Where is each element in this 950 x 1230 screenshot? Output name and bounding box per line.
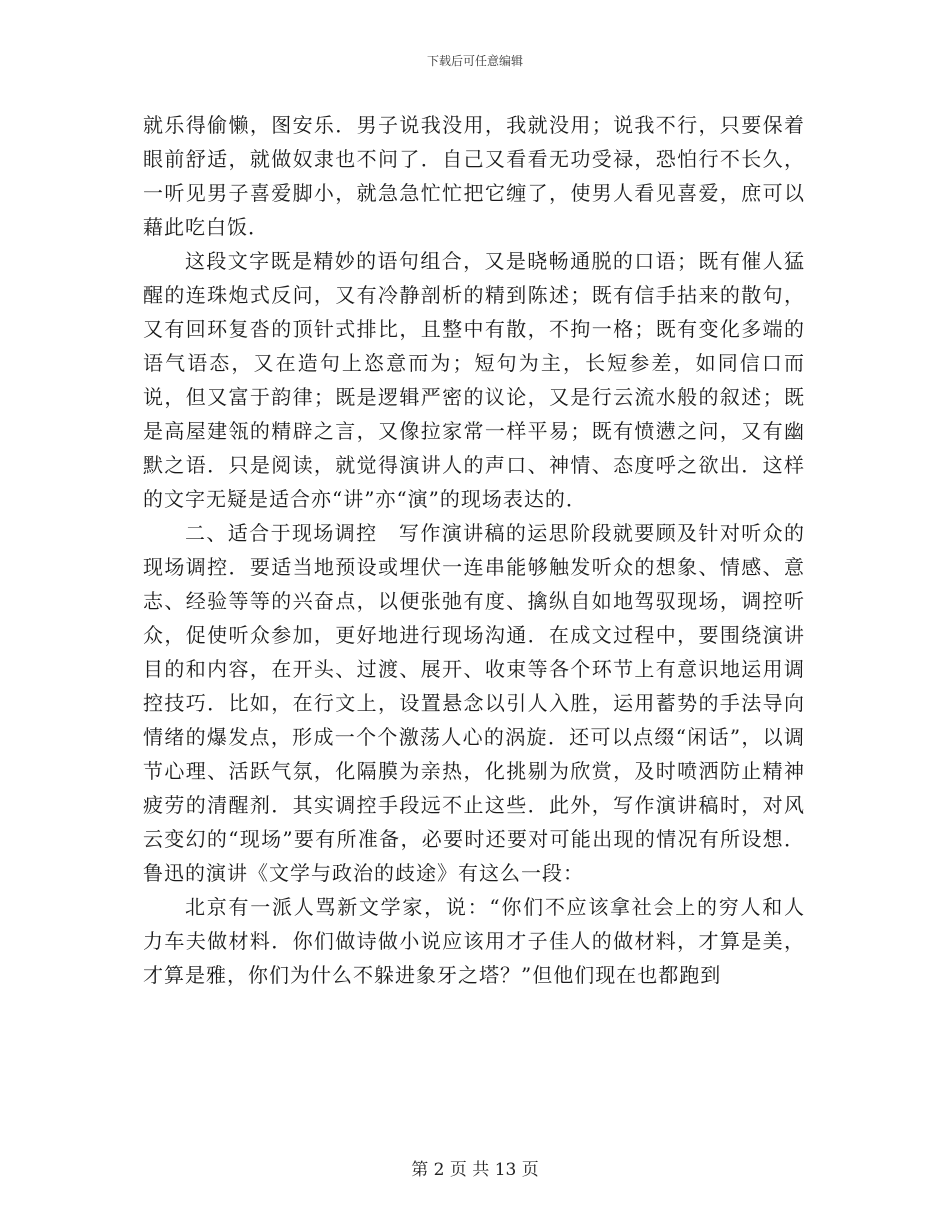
paragraph-analysis: 这段文字既是精妙的语句组合，又是晓畅通脱的口语；既有催人猛醒的连珠炮式反问，又有冷静剖析的精到陈述；既有信手拈来的散句，又有回环复沓的顶针式排比，且整中有散，不拘一格；既有变化多端的语气语态，又在造句上恣意而为；短句为主，长短参差，如同信口而说，但又富于韵律；既是逻辑严密的议论，又是行云流水般的叙述；既是高屋建瓴的精辟之言，又像拉家常一样平易；既有愤懑之问，又有幽默之语．只是阅读，就觉得演讲人的声口、神情、态度呼之欲出．这样的文字无疑是适合亦“讲”亦“演”的现场表达的． [143,249,805,511]
page-header: 下载后可任意编辑 [426,54,523,68]
paragraph-continuation: 就乐得偷懒，图安乐．男子说我没用，我就没用；说我不行，只要保着眼前舒适，就做奴隶也不问了．自己又看看无功受禄，恐怕行不长久，一听见男子喜爱脚小，就急急忙忙把它缠了，使男人看见喜爱，庶可以藉此吃白饭． [143,113,805,239]
paragraph-quote: 北京有一派人骂新文学家，说：“你们不应该拿社会上的穷人和人力车夫做材料．你们做诗做小说应该用才子佳人的做材料，才算是美，才算是雅，你们为什么不躲进象牙之塔？”但他们现在也都跑到 [143,895,805,987]
page-footer: 第 2 页 共 13 页 [411,1160,539,1180]
paragraph-section-two: 二、适合于现场调控 写作演讲稿的运思阶段就要顾及针对听众的现场调控．要适当地预设或埋伏一连串能够触发听众的想象、情感、意志、经验等等的兴奋点，以便张弛有度、擒纵自如地驾驭现场，调控听众，促使听众参加，更好地进行现场沟通．在成文过程中，要围绕演讲目的和内容，在开头、过渡、展开、收束等各个环节上有意识地运用调控技巧．比如，在行文上，设置悬念以引人入胜，运用蓄势的手法导向情绪的爆发点，形成一个个激荡人心的涡旋．还可以点缀“闲话”，以调节心理、活跃气氛，化隔膜为亲热，化挑剔为欣赏，及时喷洒防止精神疲劳的清醒剂．其实调控手段远不止这些．此外，写作演讲稿时，对风云变幻的“现场”要有所准备，必要时还要对可能出现的情况有所设想．鲁迅的演讲《文学与政治的歧途》有这么一段： [143,521,805,885]
document-body [143,108,805,992]
